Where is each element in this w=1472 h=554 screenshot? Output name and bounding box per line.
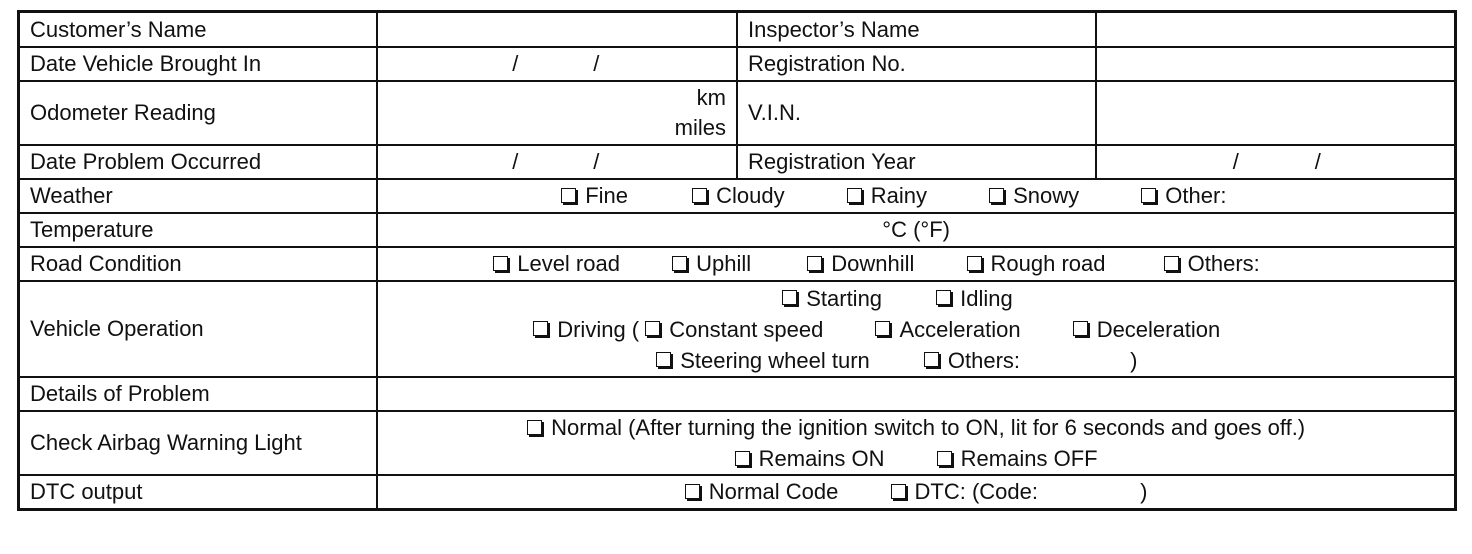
date-problem-field[interactable]: [377, 145, 737, 179]
option-label: Rainy: [870, 183, 927, 208]
checkbox-icon: [924, 352, 939, 367]
option-label: Deceleration: [1096, 316, 1221, 342]
airbag-normal-checkbox[interactable]: [527, 412, 1305, 443]
odometer-field[interactable]: [377, 81, 737, 145]
checkbox-icon: [685, 484, 700, 499]
row-vehicle-operation: [19, 281, 1456, 377]
option-label: Downhill: [831, 251, 915, 276]
dtc-code-checkbox[interactable]: [891, 479, 1038, 505]
checkbox-icon: [561, 188, 576, 203]
operation-line-2: [378, 314, 1454, 345]
temperature-label: Temperature: [19, 213, 378, 247]
weather-options: [377, 179, 1455, 213]
date-separator: /: [593, 149, 600, 174]
checkbox-icon: [967, 256, 982, 271]
dtc-close-paren: ): [1140, 479, 1148, 504]
road-rough-checkbox[interactable]: [967, 251, 1106, 277]
op-acceleration-checkbox[interactable]: [875, 314, 1020, 345]
date-problem-label: Date Problem Occurred: [19, 145, 378, 179]
op-constant-speed-checkbox[interactable]: [645, 314, 823, 345]
checkbox-icon: [847, 188, 862, 203]
vehicle-operation-label: Vehicle Operation: [19, 281, 378, 377]
option-label: Normal Code: [708, 479, 839, 504]
airbag-line-1: [378, 412, 1454, 443]
date-separator: /: [1232, 149, 1239, 174]
date-brought-in-label: Date Vehicle Brought In: [19, 47, 378, 81]
registration-no-label: Registration No.: [737, 47, 1096, 81]
date-separator: /: [512, 149, 519, 174]
registration-year-field[interactable]: [1096, 145, 1456, 179]
road-level-checkbox[interactable]: [493, 251, 620, 277]
odometer-label: Odometer Reading: [19, 81, 378, 145]
checkbox-icon: [989, 188, 1004, 203]
odometer-unit-km: km: [696, 85, 726, 110]
checkbox-icon: [937, 451, 952, 466]
checkbox-icon: [645, 321, 660, 336]
option-label: Idling: [960, 285, 1013, 311]
checkbox-icon: [782, 290, 797, 305]
row-date-problem: [19, 145, 1456, 179]
weather-other-checkbox[interactable]: [1141, 183, 1226, 209]
row-odometer: [19, 81, 1456, 145]
airbag-options: [377, 411, 1455, 475]
checkbox-icon: [656, 352, 671, 367]
checkbox-icon: [735, 451, 750, 466]
row-airbag: [19, 411, 1456, 475]
row-weather: [19, 179, 1456, 213]
op-starting-checkbox[interactable]: [782, 283, 882, 314]
option-label: Steering wheel turn: [680, 347, 870, 373]
checkbox-icon: [1141, 188, 1156, 203]
vin-field[interactable]: [1096, 81, 1456, 145]
checkbox-icon: [891, 484, 906, 499]
option-label: Rough road: [990, 251, 1106, 276]
row-date-brought-in: [19, 47, 1456, 81]
date-brought-in-field[interactable]: [377, 47, 737, 81]
date-separator: /: [593, 51, 600, 76]
option-label: Constant speed: [669, 316, 824, 342]
vin-label: V.I.N.: [737, 81, 1096, 145]
option-label: Remains ON: [758, 446, 885, 471]
checkbox-icon: [1073, 321, 1088, 336]
registration-year-label: Registration Year: [737, 145, 1096, 179]
checkbox-icon: [936, 290, 951, 305]
checkbox-icon: [692, 188, 707, 203]
op-deceleration-checkbox[interactable]: [1073, 314, 1221, 345]
option-label: Snowy: [1013, 183, 1080, 208]
op-others-checkbox[interactable]: [924, 345, 1020, 376]
row-customer-name: [19, 12, 1456, 48]
customer-name-label: Customer’s Name: [19, 12, 378, 48]
option-label: Cloudy: [716, 183, 785, 208]
checkbox-icon: [875, 321, 890, 336]
option-label: Fine: [585, 183, 629, 208]
op-steering-checkbox[interactable]: [656, 345, 870, 376]
option-label: Acceleration: [899, 316, 1021, 342]
temperature-field[interactable]: [377, 213, 1455, 247]
date-separator: /: [512, 51, 519, 76]
option-label: Driving (: [557, 316, 640, 342]
road-uphill-checkbox[interactable]: [672, 251, 751, 277]
details-field[interactable]: [377, 377, 1455, 411]
option-label: Level road: [517, 251, 620, 276]
op-idling-checkbox[interactable]: [936, 283, 1013, 314]
vehicle-operation-options: [377, 281, 1455, 377]
date-separator: /: [1314, 149, 1321, 174]
checkbox-icon: [807, 256, 822, 271]
road-downhill-checkbox[interactable]: [807, 251, 914, 277]
row-details: [19, 377, 1456, 411]
road-condition-label: Road Condition: [19, 247, 378, 281]
operation-line-3: [378, 345, 1454, 376]
inspector-name-label: Inspector’s Name: [737, 12, 1096, 48]
airbag-remains-on-checkbox[interactable]: [735, 443, 885, 474]
problem-inspection-form: [17, 10, 1457, 511]
checkbox-icon: [533, 321, 548, 336]
registration-no-field[interactable]: [1096, 47, 1456, 81]
option-label: Starting: [806, 285, 883, 311]
weather-snowy-checkbox[interactable]: [989, 183, 1079, 209]
option-label: Normal (After turning the ignition switch to ON, lit for 6 seconds and goes off.): [551, 415, 1306, 440]
row-temperature: [19, 213, 1456, 247]
weather-label: Weather: [19, 179, 378, 213]
operation-line-1: [378, 283, 1454, 314]
operation-close-paren: ): [1130, 347, 1138, 373]
op-driving-checkbox[interactable]: [533, 314, 639, 345]
weather-fine-checkbox[interactable]: [561, 183, 628, 209]
dtc-label: DTC output: [19, 475, 378, 510]
airbag-remains-off-checkbox[interactable]: [937, 443, 1098, 474]
customer-name-field[interactable]: [377, 12, 737, 48]
temperature-unit: °C (°F): [882, 217, 950, 242]
checkbox-icon: [672, 256, 687, 271]
dtc-normal-code-checkbox[interactable]: [685, 479, 839, 505]
odometer-unit-miles: miles: [674, 115, 726, 140]
airbag-label: Check Airbag Warning Light: [19, 411, 378, 475]
weather-rainy-checkbox[interactable]: [847, 183, 927, 209]
airbag-line-2: [378, 443, 1454, 474]
weather-cloudy-checkbox[interactable]: [692, 183, 784, 209]
row-dtc: [19, 475, 1456, 510]
option-label: Other:: [1165, 183, 1227, 208]
option-label: Others:: [1187, 251, 1260, 276]
checkbox-icon: [1164, 256, 1179, 271]
checkbox-icon: [527, 420, 542, 435]
details-label: Details of Problem: [19, 377, 378, 411]
row-road-condition: [19, 247, 1456, 281]
road-condition-options: [377, 247, 1455, 281]
dtc-options: [377, 475, 1455, 510]
checkbox-icon: [493, 256, 508, 271]
inspector-name-field[interactable]: [1096, 12, 1456, 48]
option-label: Others:: [947, 347, 1021, 373]
option-label: DTC: (Code:: [914, 479, 1038, 504]
option-label: Remains OFF: [960, 446, 1098, 471]
road-others-checkbox[interactable]: [1164, 251, 1260, 277]
option-label: Uphill: [696, 251, 752, 276]
